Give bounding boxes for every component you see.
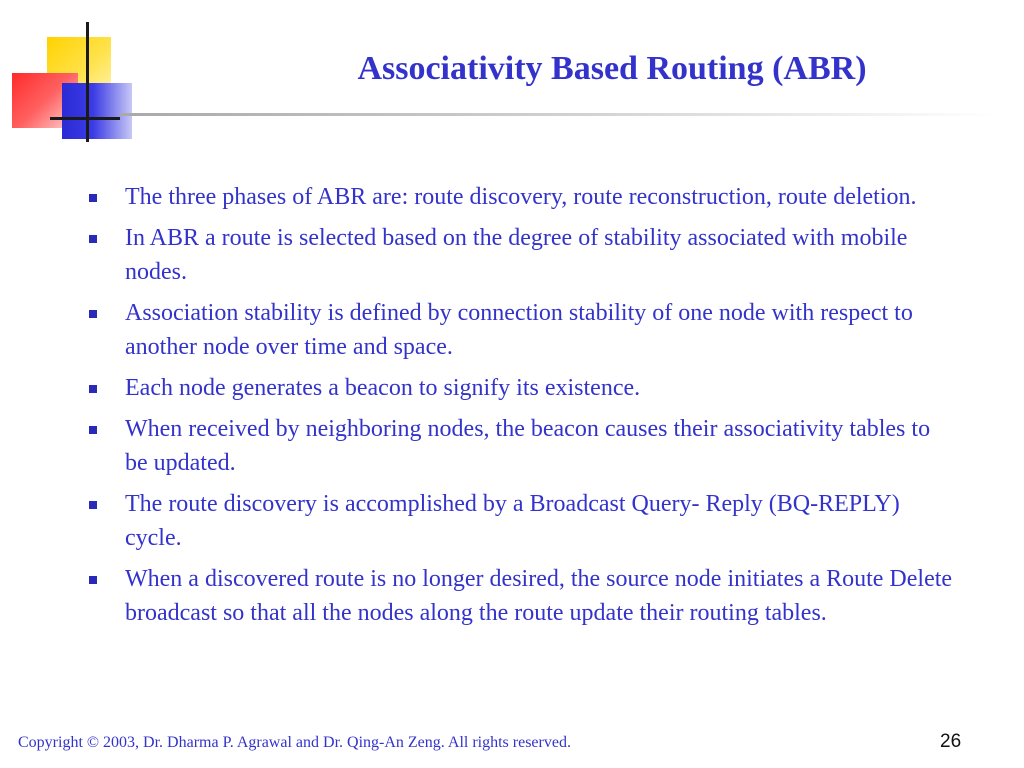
copyright-footer: Copyright © 2003, Dr. Dharma P. Agrawal and Dr. Qing-An Zeng. All rights reserved.	[18, 734, 571, 751]
bullet-item	[86, 487, 956, 555]
square-bullet-icon	[89, 310, 97, 318]
bullet-text: The route discovery is accomplished by a Broadcast Query- Reply (BQ-REPLY) cycle.	[125, 491, 900, 551]
bullet-text: When received by neighboring nodes, the beacon causes their associativity tables to be updated.	[125, 416, 931, 476]
title-underline	[120, 113, 1000, 116]
logo-horizontal-line	[50, 117, 120, 120]
logo-blue-square	[62, 83, 132, 139]
page-number: 26	[940, 731, 962, 752]
bullet-list	[86, 180, 956, 637]
square-bullet-icon	[89, 501, 97, 509]
bullet-text: In ABR a route is selected based on the degree of stability associated with mobile nodes.	[125, 225, 908, 285]
bullet-text: When a discovered route is no longer desired, the source node initiates a Route Delete broadcast so that all the nodes along the route update their routing tables.	[125, 566, 953, 626]
bullet-text: Association stability is defined by connection stability of one node with respect to another node over time and space.	[125, 300, 913, 360]
slide-title: Associativity Based Routing (ABR)	[357, 50, 867, 87]
template-logo-graphic	[0, 0, 150, 150]
square-bullet-icon	[89, 576, 97, 584]
square-bullet-icon	[89, 235, 97, 243]
bullet-text: Each node generates a beacon to signify its existence.	[125, 375, 641, 401]
bullet-item	[86, 296, 956, 364]
logo-vertical-line	[86, 22, 89, 142]
square-bullet-icon	[89, 426, 97, 434]
bullet-item	[86, 180, 956, 214]
bullet-item	[86, 412, 956, 480]
bullet-text: The three phases of ABR are: route discovery, route reconstruction, route deletion.	[125, 184, 917, 210]
bullet-item	[86, 562, 956, 630]
square-bullet-icon	[89, 194, 97, 202]
bullet-item	[86, 371, 956, 405]
bullet-item	[86, 221, 956, 289]
square-bullet-icon	[89, 385, 97, 393]
